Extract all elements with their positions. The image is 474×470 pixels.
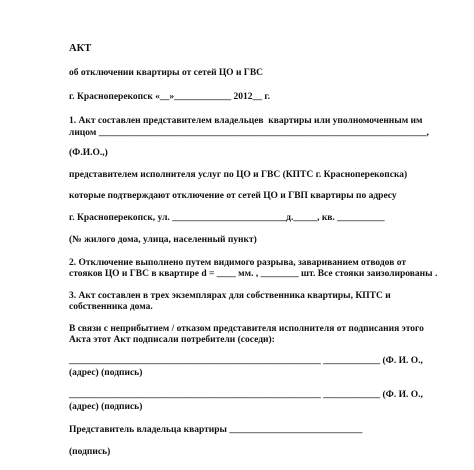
paragraph-2-line-1: 2. Отключение выполнено путем видимого разрыва, завариванием отводов от — [69, 258, 406, 268]
provider-line: представителем исполнителя услуг по ЦО и ГВС (КПТС г. Красноперекопска) — [69, 170, 408, 180]
signature-2-line: _____________________________________________________ ____________ (Ф. И. О., — [69, 390, 423, 400]
document-title: АКТ — [69, 43, 92, 54]
paragraph-2-line-2: стояков ЦО и ГВС в квартире d = ____ мм. , ________ шт. Все стояки заизолированы . — [69, 269, 438, 279]
refusal-line-1: В связи с неприбытием / отказом представителя исполнителя от подписания этого — [69, 324, 424, 334]
owner-signature-hint: (подпись) — [69, 447, 111, 457]
confirm-line: которые подтверждают отключение от сетей ЦО и ГВП квартиры по адресу — [69, 191, 397, 201]
fio-hint: (Ф.И.О.,) — [69, 148, 108, 158]
signature-1-hint: (адрес) (подпись) — [69, 368, 143, 378]
paragraph-1-line-1: 1. Акт составлен представителем владельцев квартиры или уполномоченным им — [69, 116, 423, 126]
address-hint: (№ жилого дома, улица, населенный пункт) — [69, 235, 257, 245]
place-date-line: г. Красноперекопск «__»____________ 2012__ г. — [69, 92, 271, 102]
refusal-line-2: Акта этот Акт подписали потребители (соседи): — [69, 335, 275, 345]
owner-representative-line: Представитель владельца квартиры ____________________________ — [69, 425, 363, 435]
paragraph-3-line-2: собственника дома. — [69, 302, 153, 312]
document-subtitle: об отключении квартиры от сетей ЦО и ГВС — [69, 68, 264, 78]
paragraph-1-line-2: лицом _____________________________________________________________________, — [69, 128, 429, 138]
address-line: г. Красноперекопск, ул. ________________________д._____, кв. __________ — [69, 213, 385, 223]
signature-2-hint: (адрес) (подпись) — [69, 402, 143, 412]
paragraph-3-line-1: 3. Акт составлен в трех экземплярах для собственника квартиры, КПТС и — [69, 291, 391, 301]
signature-1-line: _____________________________________________________ ____________ (Ф. И. О., — [69, 356, 423, 366]
